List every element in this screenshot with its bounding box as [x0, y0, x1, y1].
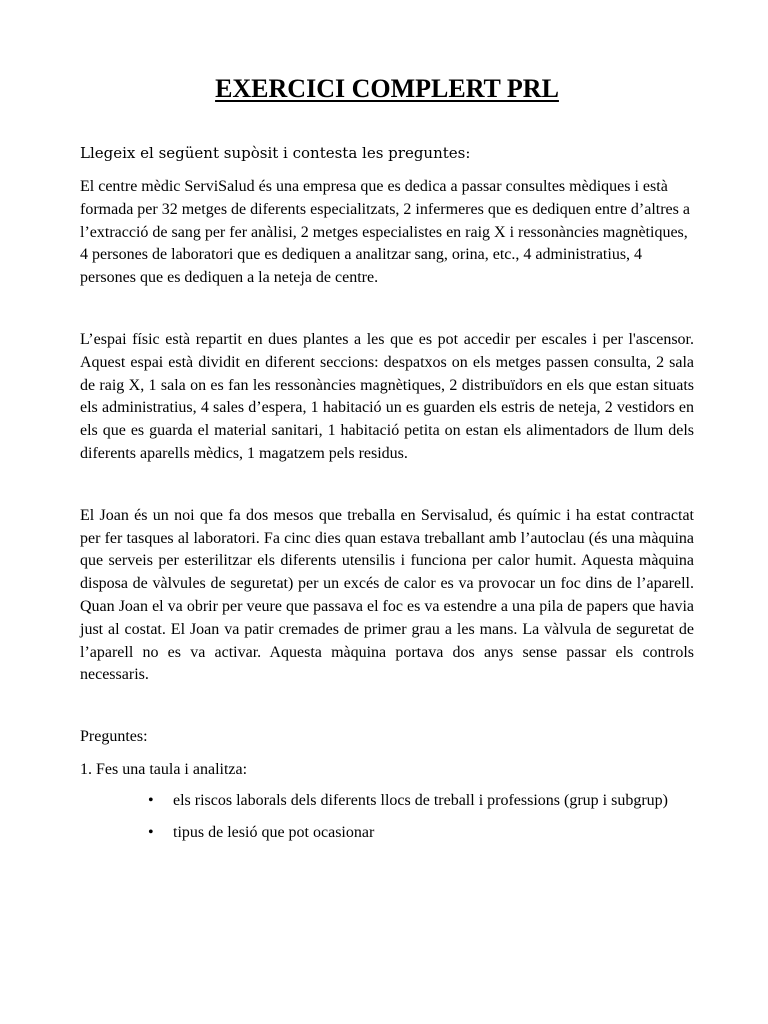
bullet-item	[148, 790, 694, 813]
question-1-bullet-list	[80, 790, 694, 845]
bullet-dot-icon: •	[148, 791, 154, 809]
bullet-text: tipus de lesió que pot ocasionar	[173, 823, 375, 841]
questions-heading: Preguntes:	[80, 728, 148, 746]
instruction-text: Llegeix el següent supòsit i contesta les preguntes:	[80, 144, 471, 162]
paragraph-incident: El Joan és un noi que fa dos mesos que treballa en Servisalud, és químic i ha estat contractat per fer tasques al laboratori. Fa cinc dies quan estava treballant amb l’autoclau (és una màquina que serveis per esterilitzar els diferents utensilis i funciona per calor humit. Aquesta màquina disposa de vàlvules de seguretat) per un excés de calor es va provocar un foc dins de l’aparell. Quan Joan el va obrir per veure que passava el foc es va estendre a una pila de papers que havia just al costat. El Joan va patir cremades de primer grau a les mans. La vàlvula de seguretat de l’aparell no es va activar. Aquesta màquina portava dos anys sense passar els controls necessaris.	[80, 506, 694, 684]
bullet-text: els riscos laborals dels diferents llocs de treball i professions (grup i subgrup)	[173, 791, 668, 809]
bullet-item	[148, 822, 694, 845]
document-title: EXERCICI COMPLERT PRL	[215, 74, 559, 103]
paragraph-company-description: El centre mèdic ServiSalud és una empresa que es dedica a passar consultes mèdiques i està formada per 32 metges de diferents especialitzats, 2 infermeres que es dediquen entre d’altres a l’extracció de sang per fer anàlisi, 2 metges especialistes en raig X i ressonàncies magnètiques, 4 persones de laboratori que es dediquen a analitzar sang, orina, etc., 4 administratius, 4 persones que es dediquen a la neteja de centre.	[80, 178, 690, 287]
bullet-dot-icon: •	[148, 823, 154, 841]
question-1: 1. Fes una taula i analitza:	[80, 760, 248, 778]
paragraph-physical-space: L’espai físic està repartit en dues plantes a les que es pot accedir per escales i per l'ascensor. Aquest espai està dividit en diferent seccions: despatxos on els metges passen consulta, 2 sala de raig X, 1 sala on es fan les ressonàncies magnètiques, 2 distribuïdors en els que estan situats els administratius, 4 sales d’espera, 1 habitació un es guarden els estris de neteja, 2 vestidors en els que es guarda el material sanitari, 1 habitació petita on estan els alimentadors de llum dels diferents aparells mèdics, 1 magatzem pels residus.	[80, 330, 694, 462]
